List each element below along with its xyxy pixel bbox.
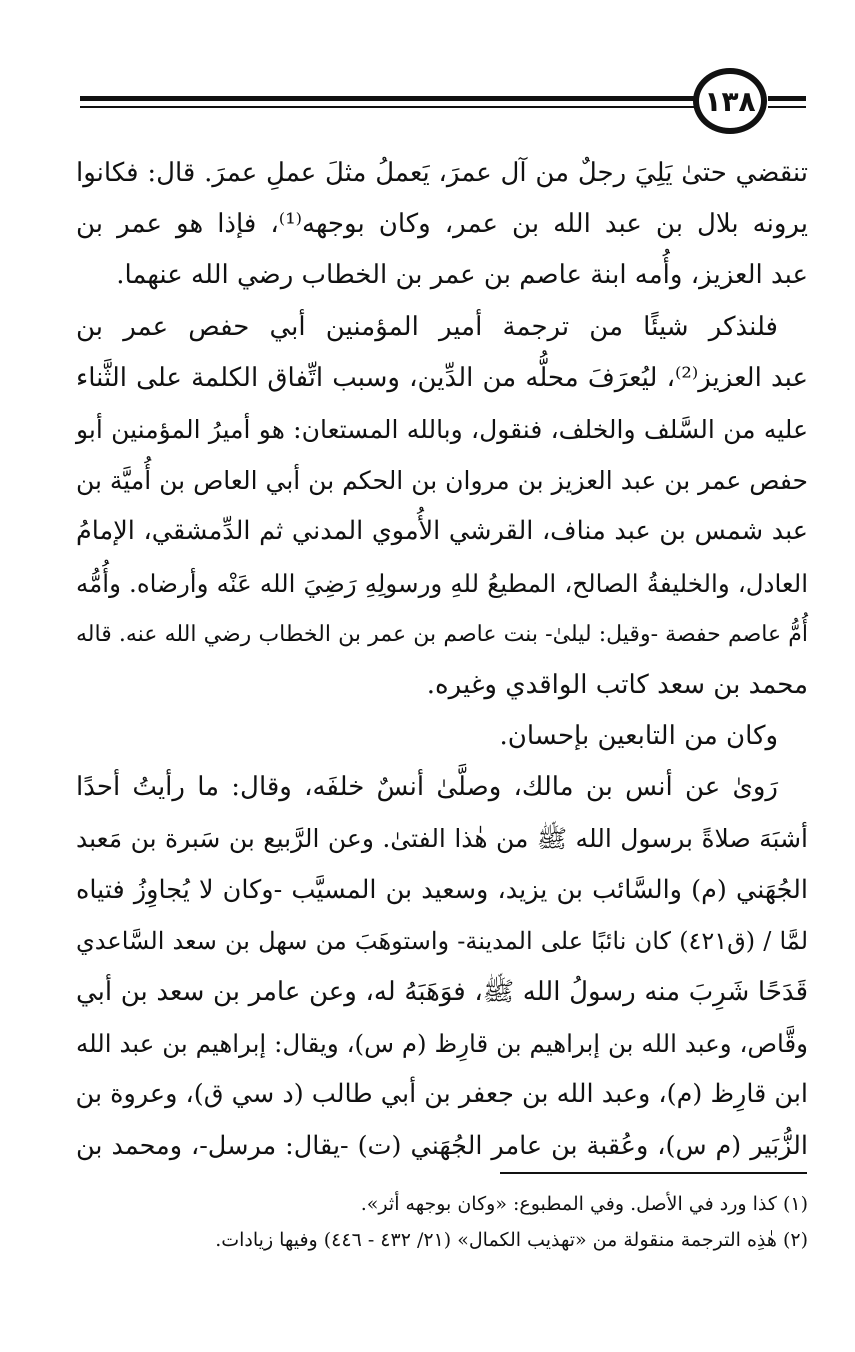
footnotes bbox=[76, 1186, 808, 1258]
text-line: لمَّا / (ق٤٢١) كان نائبًا على المدينة- واستوهَبَ من سهل بن سعد السَّاعدي bbox=[76, 926, 808, 955]
text-line: فلنذكر شيئًا من ترجمة أمير المؤمنين أبي حفص عمر بن bbox=[76, 311, 778, 342]
text-line: عبد العزيز⁽²⁾، ليُعرَفَ محلُّه من الدِّين، وسبب اتِّفاق الكلمة على الثَّناء bbox=[76, 362, 808, 393]
text-line: عبد العزيز، وأُمه ابنة عاصم بن عمر بن الخطاب رضي الله عنهما. bbox=[116, 260, 808, 291]
footnote-separator bbox=[500, 1172, 807, 1174]
text-line: الزُّبَير (م س)، وعُقبة بن عامر الجُهَني (ت) -يقال: مرسل-، ومحمد بن bbox=[76, 1130, 808, 1161]
footnote-2: (٢) هٰذِه الترجمة منقولة من «تهذيب الكمال» (٢١/ ٤٣٢ - ٤٤٦) وفيها زيادات. bbox=[215, 1229, 808, 1251]
text-line: تنقضي حتىٰ يَلِيَ رجلٌ من آل عمرَ، يَعملُ مثلَ عملِ عمرَ. قال: فكانوا bbox=[76, 158, 808, 188]
main-text bbox=[76, 148, 808, 1172]
page-number: ١٣٨ bbox=[693, 68, 767, 134]
text-line: الجُهَني (م) والسَّائب بن يزيد، وسعيد بن المسيَّب -وكان لا يُجاوِزُ فتياه bbox=[76, 874, 808, 905]
text-line: وقَّاص، وعبد الله بن إبراهيم بن قارِظ (م س)، ويقال: إبراهيم بن عبد الله bbox=[76, 1029, 808, 1059]
text-line: وكان من التابعين بإحسان. bbox=[499, 721, 778, 752]
footnote-1: (١) كذا ورد في الأصل. وفي المطبوع: «وكان بوجهه أثر». bbox=[360, 1193, 808, 1215]
text-line: قَدَحًا شَرِبَ منه رسولُ الله ﷺ، فوَهَبَهُ له، وعن عامر بن سعد بن أبي bbox=[76, 977, 808, 1007]
header-rule-right bbox=[768, 96, 806, 101]
text-line: محمد بن سعد كاتب الواقدي وغيره. bbox=[426, 669, 808, 700]
header-rule-thin bbox=[80, 106, 695, 108]
text-line: عليه من السَّلف والخلف، فنقول، وبالله المستعان: هو أميرُ المؤمنين أبو bbox=[76, 414, 808, 444]
text-line: عبد شمس بن عبد مناف، القرشي الأُموي المدني ثم الدِّمشقي، الإمامُ bbox=[76, 516, 808, 547]
text-line: العادل، والخليفةُ الصالح، المطيعُ للهِ ورسولِهِ رَضِيَ الله عَنْه وأرضاه. وأُمُّه bbox=[76, 568, 808, 598]
text-line: حفص عمر بن عبد العزيز بن مروان بن الحكم بن أبي العاص بن أُميَّة بن bbox=[75, 466, 808, 496]
header-rule bbox=[80, 96, 695, 101]
text-line: أشبَهَ صلاةً برسول الله ﷺ من هٰذا الفتىٰ. وعن الرَّبيع بن سَبرة بن مَعبد bbox=[76, 824, 808, 854]
text-line: رَوىٰ عن أنس بن مالك، وصلَّىٰ أنسٌ خلفَه، وقال: ما رأيتُ أحدًا bbox=[76, 772, 778, 803]
text-line: أُمُّ عاصم حفصة -وقيل: ليلىٰ- بنت عاصم بن عمر بن الخطاب رضي الله عنه. قاله bbox=[76, 621, 808, 647]
header-rule-right-thin bbox=[768, 106, 806, 108]
text-line: ابن قارِظ (م)، وعبد الله بن جعفر بن أبي طالب (د سي ق)، وعروة بن bbox=[75, 1079, 808, 1110]
text-line: يرونه بلال بن عبد الله بن عمر، وكان بوجهه⁽¹⁾، فإذا هو عمر بن bbox=[76, 209, 808, 240]
